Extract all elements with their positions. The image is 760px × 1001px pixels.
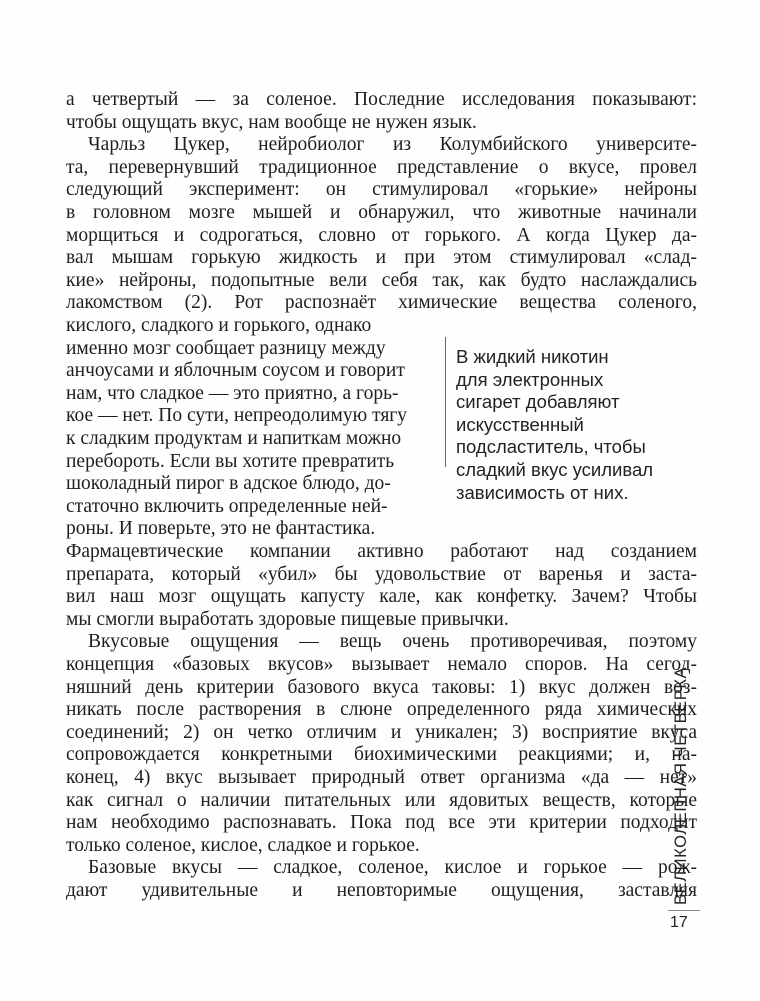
text-line: никать после растворения в слюне определенного ряда химических [66, 699, 697, 721]
text-line: концепция «базовых вкусов» вызывает немало споров. На сегод- [66, 654, 697, 675]
text-line: Фармацевтические компании активно работают над созданием [66, 541, 697, 562]
sidebar-line: для электронных [456, 368, 604, 390]
text-line: та, перевернувший традиционное представление о вкусе, провел [66, 156, 697, 178]
text-line: анчоусами и яблочным соусом и говорит [66, 360, 405, 382]
text-line: чтобы ощущать вкус, нам вообще не нужен язык. [66, 111, 477, 133]
text-line: шоколадный пирог в адское блюдо, до- [66, 473, 391, 495]
sidebar-line: подсластитель, чтобы [456, 436, 646, 458]
text-line: кое — нет. По сути, непреодолимую тягу [66, 405, 408, 427]
text-line: сопровождается конкретными биохимическими реакциями; и, на- [66, 744, 697, 766]
text-line: именно мозг сообщает разницу между [66, 337, 386, 359]
text-line: препарата, который «убил» бы удовольствие от варенья и заста- [66, 563, 697, 585]
text-line: нам необходимо распознавать. Пока под все эти критерии подходит [66, 812, 697, 834]
text-line: кие» нейроны, подопытные вели себя так, как будто наслаждались [66, 269, 697, 291]
text-line: в головном мозге мышей и обнаружил, что животные начинали [66, 202, 697, 223]
sidebar-line: сигарет добавляют [456, 391, 620, 413]
text-line: статочно включить определенные ней- [66, 495, 388, 517]
text-line: Базовые вкусы — сладкое, соленое, кислое и горькое — рож- [88, 857, 697, 879]
text-line: лакомством (2). Рот распознаёт химические вещества соленого, [66, 292, 697, 314]
text-line: дают удивительные и неповторимые ощущения, заставляя [66, 880, 697, 901]
sidebar-line: искусственный [456, 413, 584, 435]
text-line: нам, что сладкое — это приятно, а горь- [66, 382, 399, 404]
text-line: только соленое, кислое, сладкое и горькое. [66, 834, 420, 856]
text-line: к сладким продуктам и напиткам можно [66, 428, 402, 449]
text-line: конец, 4) вкус вызывает природный ответ организма «да — нет» [66, 767, 697, 788]
text-line: вил наш мозг ощущать капусту кале, как конфетку. Зачем? Чтобы [66, 586, 697, 608]
page-number: 17 [670, 914, 688, 931]
text-line: как сигнал о наличии питательных или ядовитых веществ, которые [66, 789, 697, 811]
text-line: мы смогли выработать здоровые пищевые привычки. [66, 608, 509, 630]
text-line: следующий эксперимент: он стимулировал «горькие» нейроны [66, 179, 697, 201]
text-line: Вкусовые ощущения — вещь очень противоречивая, поэтому [88, 631, 697, 653]
text-line: соединений; 2) он четко отличим и уникален; 3) восприятие вкуса [66, 721, 697, 743]
text-line: вал мышам горькую жидкость и при этом стимулировал «слад- [66, 247, 697, 269]
folio-divider [668, 910, 700, 911]
text-line: кислого, сладкого и горького, однако [66, 315, 372, 336]
sidebar-line: сладкий вкус усиливал [456, 459, 654, 480]
sidebar-line: зависимость от них. [456, 481, 629, 503]
text-line: Чарльз Цукер, нейробиолог из Колумбийского университе- [88, 134, 697, 156]
sidebar-line: В жидкий никотин [456, 346, 609, 367]
sidebar-quote [445, 337, 676, 503]
running-title: ВЕЛИКОЛЕПНАЯ ЧЕТВЕРКА [672, 666, 690, 905]
text-line: а четвертый — за соленое. Последние исследования показывают: [66, 89, 697, 110]
text-line: перебороть. Если вы хотите превратить [66, 450, 395, 472]
text-line: няшний день критерии базового вкуса таковы: 1) вкус должен воз- [66, 676, 697, 698]
text-line: морщиться и содрогаться, словно от горького. А когда Цукер да- [66, 224, 697, 246]
text-line: роны. И поверьте, это не фантастика. [66, 518, 376, 540]
